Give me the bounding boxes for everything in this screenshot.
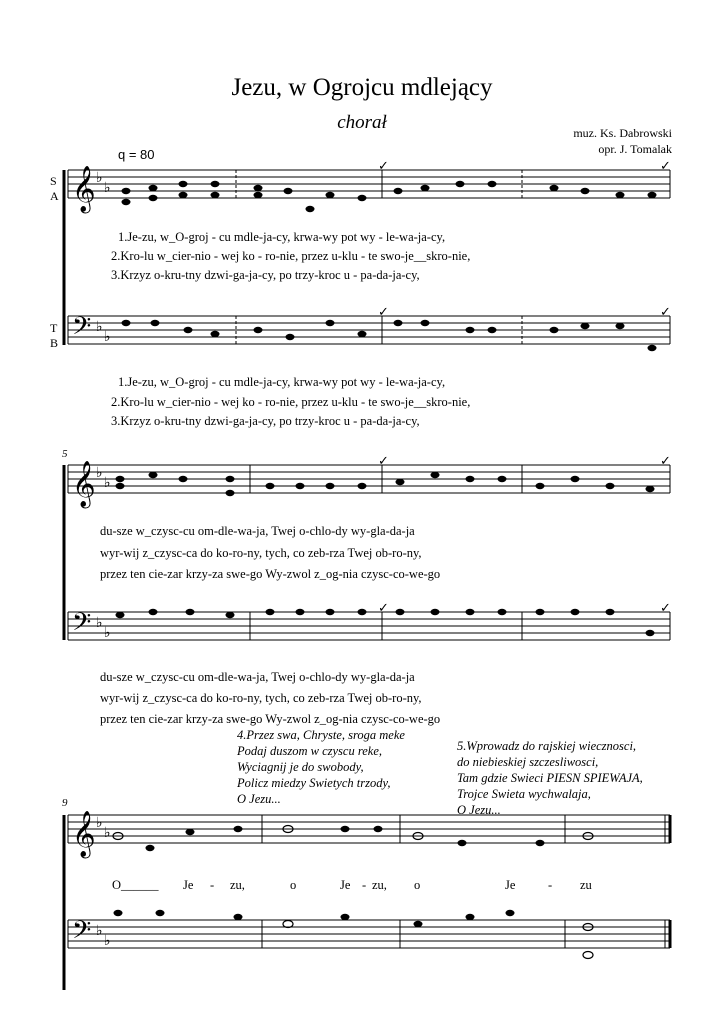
verse-5: 5.Wprowadz do rajskiej wiecznosci, do niebieskiej szczesliwosci, Tam gdzie Swieci PIESN SPIEWAJA, Trojce Swieta wychwalaja, O Jezu...: [457, 739, 643, 817]
svg-text:𝄢: 𝄢: [72, 312, 92, 347]
lyric-s3-o3: o: [414, 878, 421, 892]
staff-treble-2: [68, 465, 670, 493]
svg-text:♭: ♭: [104, 825, 111, 841]
svg-text:✓: ✓: [660, 601, 671, 616]
verse-4: 4.Przez swa, Chryste, sroga meke Podaj duszom w czyscu reke, Wyciagnij je do swobody, Policz miedzy Swietych trzody, O Jezu...: [237, 728, 405, 806]
arranger-credit: opr. J. Tomalak: [598, 142, 672, 156]
lyrics-s2-lower-verse2: wyr-wij z_czysc-ca do ko-ro-ny, tych, co zeb-rza Twej ob-ro-ny,: [100, 691, 422, 705]
svg-text:♭: ♭: [104, 625, 111, 641]
lyric-s3-je1: Je: [183, 878, 194, 892]
lyric-s3-je2: Je: [340, 878, 351, 892]
composer-credit: muz. Ks. Dabrowski: [573, 126, 672, 140]
staff-treble-3: [68, 815, 670, 843]
lyric-s3-je3: Je: [505, 878, 516, 892]
staff-treble-1: [68, 170, 670, 198]
svg-text:♭: ♭: [104, 180, 111, 196]
part-label-alto: A: [50, 189, 59, 203]
lyrics-s1-upper-verse2: 2.Kro-lu w_cier-nio - wej ko - ro-nie, przez u-klu - te swo-je__skro-nie,: [111, 249, 471, 263]
song-subtitle: chorał: [337, 112, 387, 133]
part-label-bass: B: [50, 336, 59, 350]
svg-text:♭: ♭: [104, 933, 111, 949]
lyrics-s2-upper-verse2: wyr-wij z_czysc-ca do ko-ro-ny, tych, co zeb-rza Twej ob-ro-ny,: [100, 546, 422, 560]
part-label-tenor: T: [50, 321, 58, 335]
svg-text:✓: ✓: [660, 454, 671, 469]
svg-text:♭: ♭: [96, 465, 103, 481]
lyrics-s1-lower-verse3: 3.Krzyz o-kru-tny dzwi-ga-ja-cy, po trzy-kroc u - pa-da-ja-cy,: [111, 414, 420, 428]
measure-number-9: 9: [62, 797, 68, 809]
lyrics-s1-upper-verse1: 1.Je-zu, w_O-groj - cu mdle-ja-cy, krwa-wy pot wy - le-wa-ja-cy,: [118, 230, 446, 244]
song-title: Jezu, w Ogrojcu mdlejący: [231, 74, 493, 101]
svg-text:♭: ♭: [104, 475, 111, 491]
staff-bass-2: [68, 612, 670, 640]
lyrics-s2-lower-verse1: du-sze w_czysc-cu om-dle-wa-ja, Twej o-chlo-dy wy-gla-da-ja: [100, 670, 415, 684]
svg-text:𝄢: 𝄢: [72, 916, 92, 951]
lyric-s3-o2: o: [290, 878, 297, 892]
svg-text:♭: ♭: [96, 815, 103, 831]
lyric-s3-zu3: zu: [580, 878, 592, 892]
svg-text:✓: ✓: [660, 159, 671, 174]
part-label-soprano: S: [50, 174, 57, 188]
tempo-marking: q = 80: [118, 147, 155, 162]
svg-text:𝄞: 𝄞: [72, 166, 96, 212]
svg-text:✓: ✓: [378, 601, 389, 616]
lyric-s3-zu2: zu,: [372, 878, 387, 892]
svg-text:♭: ♭: [96, 170, 103, 186]
svg-text:♭: ♭: [96, 615, 103, 631]
lyrics-s2-upper-verse1: du-sze w_czysc-cu om-dle-wa-ja, Twej o-chlo-dy wy-gla-da-ja: [100, 524, 415, 538]
lyrics-s2-upper-verse3: przez ten cie-zar krzy-za swe-go Wy-zwol z_og-nia czysc-co-we-go: [100, 567, 441, 581]
lyrics-s2-lower-verse3: przez ten cie-zar krzy-za swe-go Wy-zwol z_og-nia czysc-co-we-go: [100, 712, 441, 726]
svg-text:✓: ✓: [660, 305, 671, 320]
staff-bass-3: [68, 920, 670, 948]
svg-text:𝄞: 𝄞: [72, 461, 96, 507]
lyric-s3-o1: O______: [112, 878, 159, 892]
svg-text:✓: ✓: [378, 305, 389, 320]
svg-text:𝄢: 𝄢: [72, 608, 92, 643]
staff-bass-1: [68, 316, 670, 344]
lyric-s3-dash3: -: [548, 878, 553, 892]
svg-text:♭: ♭: [96, 923, 103, 939]
lyric-s3-dash1: -: [210, 878, 215, 892]
notes-system-1: [122, 181, 657, 351]
svg-text:✓: ✓: [378, 454, 389, 469]
svg-text:♭: ♭: [96, 319, 103, 335]
svg-text:✓: ✓: [378, 159, 389, 174]
lyrics-s1-upper-verse3: 3.Krzyz o-kru-tny dzwi-ga-ja-cy, po trzy-kroc u - pa-da-ja-cy,: [111, 268, 420, 282]
lyrics-s1-lower-verse2: 2.Kro-lu w_cier-nio - wej ko - ro-nie, przez u-klu - te swo-je__skro-nie,: [111, 395, 471, 409]
lyrics-s1-lower-verse1: 1.Je-zu, w_O-groj - cu mdle-ja-cy, krwa-wy pot wy - le-wa-ja-cy,: [118, 375, 446, 389]
lyric-s3-dash2: -: [362, 878, 367, 892]
svg-text:♭: ♭: [104, 329, 111, 345]
measure-number-5: 5: [62, 448, 68, 460]
svg-text:𝄞: 𝄞: [72, 811, 96, 857]
lyric-s3-zu1: zu,: [230, 878, 245, 892]
